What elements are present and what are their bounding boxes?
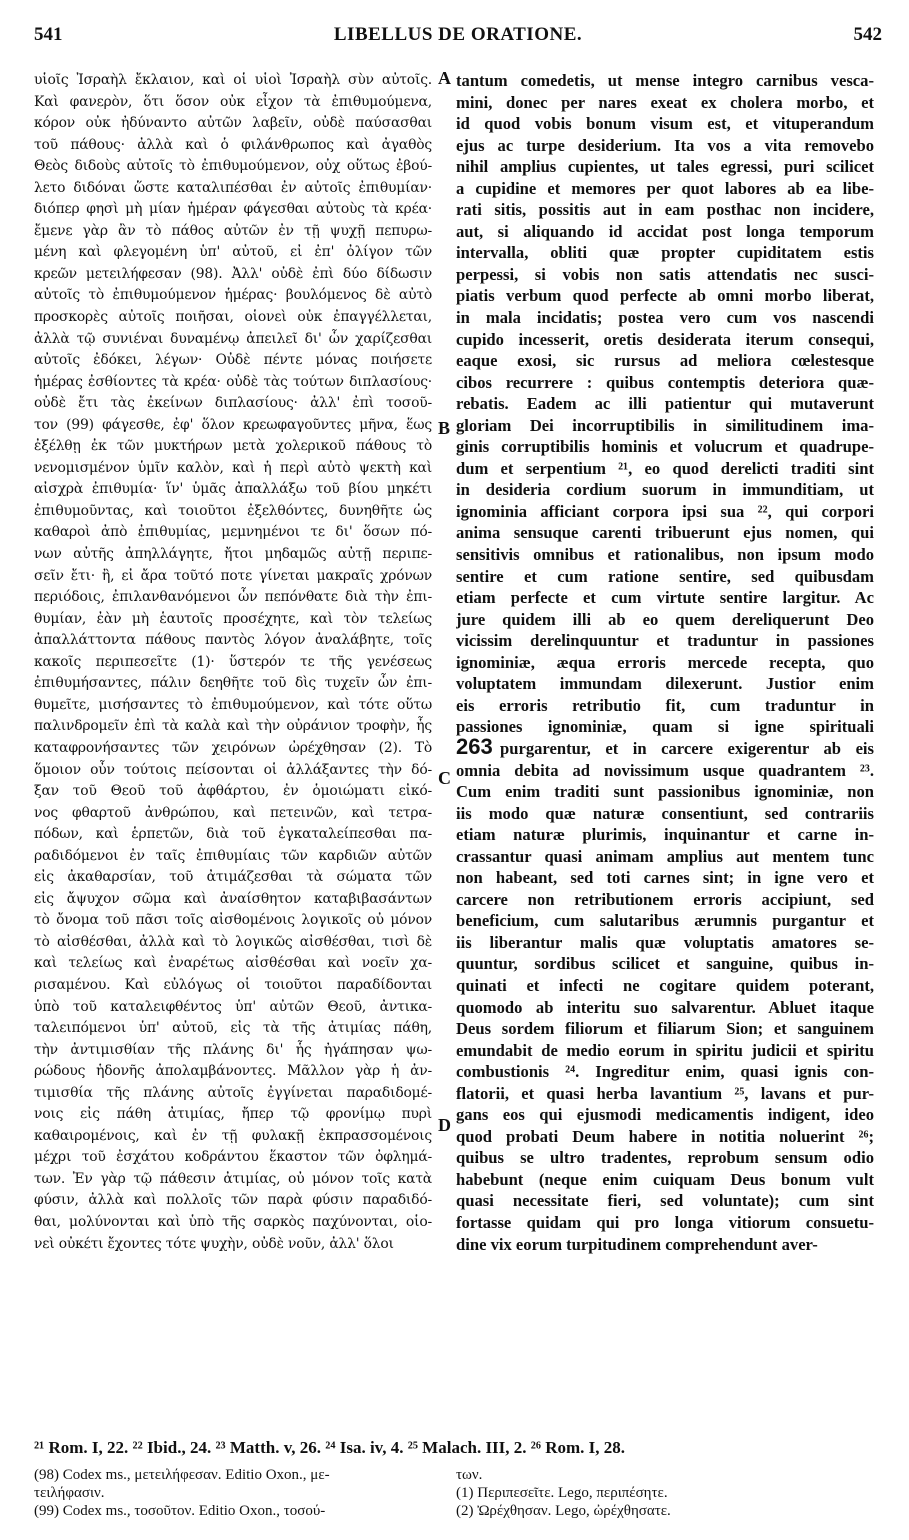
- page-number-right: 542: [853, 24, 882, 45]
- text-line: πόδων, καὶ ἑρπετῶν, διὰ τοῦ ἐγκαταλείπεσθαι πα-: [34, 826, 432, 843]
- text-line: omnia debita ad novissimum usque quadrantem ²³.: [456, 760, 874, 780]
- column-number: 263: [456, 737, 493, 759]
- text-line: τον (99) φάγεσθε, ἐφ' ὅλον κρεωφαγοῦντες μῆνα, ἕως: [34, 416, 432, 433]
- text-line: dum et serpentium ²¹, eo quod derelicti traditi sint: [456, 458, 874, 478]
- text-line: Deus sordem filiorum et filiarum Sion; et sanguinem: [456, 1019, 874, 1039]
- footnotes-left: [34, 1466, 429, 1520]
- text-line: καταφρονήσαντες τῶν χειρόνων ὠρέχθησαν (2). Τὸ: [34, 739, 432, 756]
- text-line: nihil amplius cupientes, ut tales egressi, puri scilicet: [456, 157, 874, 177]
- text-line: ignominiæ, æqua erroris mercede recepta, quo: [456, 652, 874, 672]
- text-line: sentire et cum ratione sentire, sed quibusdam: [456, 566, 874, 586]
- text-line: προσκορὲς αὐτοῖς ποιῆσαι, οἱονεὶ οὐκ ἐπαγγέλλεται,: [34, 309, 432, 326]
- text-line: anima sensuque carenti tribuerunt ejus nomen, qui: [456, 523, 874, 543]
- text-line: καὶ τελείως καὶ ἐναρέτως αἰσθέσθαι καὶ νοεῖν χα-: [34, 955, 432, 972]
- text-line: a cupidine et memores per quot labores ab ea libe-: [456, 178, 874, 198]
- text-line: id quod vobis bonum visum est, et vituperandum: [456, 114, 874, 134]
- text-line: dine vix eorum turpitudinem comprehendunt aver-: [456, 1234, 818, 1254]
- text-line: τὸ αἰσθέσθαι, ἀλλὰ καὶ τὸ λογικῶς αἰσθέσθαι, τισὶ δὲ: [34, 933, 432, 950]
- text-line: aut, si aliquando id accidat post longa temporum: [456, 221, 874, 241]
- text-line: νοις εἰς πάθη ἀτιμίας, ἤπερ τῷ φρονίμῳ πυρὶ: [34, 1106, 432, 1123]
- text-line: quuntur, sordibus scilicet et sanguine, quibus in-: [456, 954, 874, 974]
- section-marker-b: B: [438, 418, 451, 438]
- text-line: θαι, μολύνονται καὶ ὑπὸ τῆς σαρκὸς παχύνονται, οἱο-: [34, 1213, 432, 1230]
- footnote-line: τειλήφασιν.: [34, 1485, 105, 1501]
- text-line: σεῖν ἔτι· ἢ, εἰ ἄρα τοῦτό ποτε γίνεται μακραῖς χρόνων: [34, 567, 432, 584]
- text-line: αὐτοῖς τὸ ἐπιθυμούμενον ἡμέρας· βουλόμενος δὲ αὐτὸ: [34, 287, 432, 304]
- page-header: [34, 24, 882, 50]
- text-line: ὅμοιον οὖν τούτοις πείσονται οἱ ἀλλάξαντες τὴν δό-: [34, 761, 432, 778]
- text-line: ξαν τοῦ Θεοῦ τοῦ ἀφθάρτου, ἐν ὁμοιώματι εἰκό-: [34, 783, 432, 800]
- text-line: νος φθαρτοῦ ἀνθρώπου, καὶ πετεινῶν, καὶ τετρα-: [34, 804, 432, 821]
- text-line: jure quidem illi ab eo quem dereliquerunt Deo: [456, 609, 874, 629]
- text-line: fortasse quidam qui pro longa vitiorum consuetu-: [456, 1212, 874, 1232]
- text-line: ἐπιθυμήσαντες, πάλιν δεηθῆτε τοῦ δὶς τυχεῖν ὧν ἐπι-: [34, 675, 432, 692]
- text-line: purgarentur, et in carcere exigerentur ab eis 263: [456, 737, 874, 759]
- text-line: τὸ ὄνομα τοῦ πᾶσι τοῖς αἰσθομένοις λογικοῖς οὐ μόνον: [34, 912, 432, 929]
- text-line: ignominia afficiant corpora ipsi sua ²², qui corpori: [456, 501, 874, 521]
- text-line: etiam naturæ plurimis, inquinantur et carne in-: [456, 825, 874, 845]
- greek-text-column: [34, 70, 432, 1255]
- text-line: ἔμενε γὰρ ἂν τὸ πάθος αὐτῶν ἐν τῇ ψυχῇ πεπυρω-: [34, 222, 432, 239]
- section-marker-d: D: [438, 1115, 451, 1135]
- text-line: ὑπὸ τοῦ καταλειφθέντος ὑπ' αὐτῶν Θεοῦ, ἀντικα-: [34, 998, 432, 1015]
- footnote-line: (98) Codex ms., μετειλήφεσαν. Editio Oxon., με-: [34, 1467, 330, 1483]
- text-line: υἱοῖς Ἰσραὴλ ἔκλαιον, καὶ οἱ υἱοὶ Ἰσραὴλ σὺν αὐτοῖς.: [34, 72, 432, 88]
- text-line: ἐξέλθῃ ἐκ τῶν μυκτήρων μετὰ χολερικοῦ πάθους τὸ: [34, 438, 432, 455]
- text-line: αὐτοῖς ἐδόκει, λέγων· Οὐδὲ πέντε μόνας ποιήσετε: [34, 352, 432, 369]
- text-line: carcere non retributionem erroris accipiunt, sed: [456, 889, 874, 909]
- text-line: τὴν ἀντιμισθίαν τῆς πλάνης δι' ἧς ἠγάπησαν ψω-: [34, 1041, 432, 1058]
- text-line: ἡμέρας ἐσθίοντες τὰ κρέα· οὐδὲ τὰς τούτων διπλασίους·: [34, 373, 432, 390]
- text-line: eis erroris retributio fit, cum traduntur in: [456, 695, 874, 715]
- text-line: intervalla, obliti quæ propter cupiditatem estis: [456, 243, 874, 263]
- text-line: ἀλλὰ τῷ συνιέναι δυναμένῳ ἀπειλεῖ δι' ὧν χαρίζεσθαι: [34, 330, 432, 347]
- text-line: passiones ignominiæ, quam si igne spirituali: [456, 717, 874, 737]
- text-line: ἀπαλλάττοντα πάθους παντὸς λόγον ἀναλάβητε, τοῖς: [34, 632, 432, 649]
- text-line: tantum comedetis, ut mense integro carnibus vesca-: [456, 71, 874, 90]
- text-line: piatis verbum quod perfecte ab omni morbo liberat,: [456, 286, 874, 306]
- text-line: ραδιδόμενοι ἐν ταῖς ἐπιθυμίαις τῶν καρδιῶν αὐτῶν: [34, 847, 432, 864]
- text-line: cupido incesserit, oretis desiderata iterum consequi,: [456, 329, 874, 349]
- text-line: θυμίαν, ἐὰν μὴ ἑαυτοῖς προσέχητε, καὶ τὸν τελείως: [34, 610, 432, 627]
- text-line: ἐπιθυμοῦντας, καὶ τοιοῦτοι ἐξελθόντες, δυνηθῆτε ὡς: [34, 502, 432, 519]
- text-line: καθαροὶ ἀπὸ ἐπιθυμίας, μεμνημένοι τε δι' ὅσων πό-: [34, 524, 432, 541]
- text-line: ρισαμένου. Καὶ εὐλόγως οἱ τοιοῦτοι παραδίδονται: [34, 976, 432, 993]
- text-line: cibos recurrere : quibus contemptis deteriora quæ-: [456, 372, 874, 392]
- text-line: διόπερ φησὶ μὴ μίαν ἡμέραν φάγεσθαι αὐτοὺς τὰ κρέα·: [34, 201, 432, 218]
- text-line: eaque exosi, sic rursus ad meliora cœlestesque: [456, 351, 874, 371]
- text-line: ταλειπόμενοι ὑπ' αὐτοῦ, εἰς τὰ τῆς ἀτιμίας πάθη,: [34, 1020, 432, 1037]
- footnote-line: (99) Codex ms., τοσοῦτον. Editio Oxon., τοσού-: [34, 1503, 326, 1519]
- text-line: non habeant, sed toti carnes sint; in igne vero et: [456, 868, 874, 888]
- text-line: νεὶ οὐκέτι ἔχοντες τότε ψυχὴν, οὐδὲ νοῦν, ἀλλ' ὅλοι: [34, 1235, 394, 1252]
- text-line: habebunt (neque enim cuiquam Deus bonum vult: [456, 1169, 874, 1189]
- text-line: Cum enim traditi sunt passionibus ignominiæ, non: [456, 782, 874, 802]
- text-line: ρώδους ἡδονῆς ἀπολαμβάνοντες. Μᾶλλον γὰρ ἡ ἀν-: [34, 1063, 432, 1080]
- text-line: flatorii, et quasi herba lavantium ²⁵, lavans et pur-: [456, 1083, 874, 1103]
- text-line: emundabit de medio eorum in spiritu judicii et spiritu: [456, 1040, 874, 1060]
- text-line: rebatis. Eadem ac illi patientur qui mutaverunt: [456, 394, 874, 414]
- text-line: περιόδοις, ἐπιλανθανόμενοι ὧν πεπόνθατε διὰ τὴν ἐπι-: [34, 589, 432, 606]
- section-marker-a: A: [438, 68, 451, 88]
- text-line: μέχρι τοῦ ἐσχάτου κοδράντου ἕκαστον τῶν ὀφλημά-: [34, 1149, 432, 1166]
- text-line: οὐδὲ ἔτι τὰς ἐκείνων διπλασίους· ἀλλ' ἐπὶ τοσοῦ-: [34, 395, 432, 412]
- text-line: quod probati Deum habere in notitia noluerint ²⁶;: [456, 1126, 874, 1146]
- text-line: vicissim derelinquuntur et traduntur in passiones: [456, 631, 874, 651]
- text-line: iis liberantur malis quæ voluptatis amatores se-: [456, 932, 874, 952]
- footnote-line: (1) Περιπεσεῖτε. Lego, περιπέσητε.: [456, 1485, 668, 1501]
- text-line: τοῦ πάθους· ἀλλὰ καὶ ὁ φιλάνθρωπος καὶ ἀγαθὸς: [34, 136, 432, 153]
- text-line: quasi necessitate fieri, sed voluntate); cum sint: [456, 1191, 874, 1211]
- section-marker-c: C: [438, 768, 451, 788]
- text-line: λετο διδόναι ὥστε καταλιπέσθαι ἐν αὐτοῖς ἐπιθυμίαν·: [34, 179, 432, 196]
- text-line: Καὶ φανερὸν, ὅτι ὅσον οὐκ εἶχον τὰ ἐπιθυμούμενα,: [34, 93, 432, 110]
- text-line: combustionis ²⁴. Ingreditur enim, quasi ignis con-: [456, 1062, 874, 1082]
- text-line: beneficium, cum salutaribus ærumnis purgantur et: [456, 911, 874, 931]
- text-line: μένη καὶ φλεγομένη ὑπ' αὐτοῦ, εἰ ἐπ' ὀλίγον τῶν: [34, 244, 432, 261]
- text-line: κόρον οὐκ ἠδύναντο αὐτῶν λαβεῖν, οὐδὲ παύσασθαι: [34, 115, 432, 132]
- latin-text-column: [456, 70, 874, 1255]
- text-line: ginis corruptibilis hominis et volucrum et quadrupe-: [456, 437, 874, 457]
- text-line: quinati et infecti ne cogitare quidem poterant,: [456, 975, 874, 995]
- text-line: θυμεῖτε, μισήσαντες τὸ ἐπιθυμούμενον, καὶ τότε οὕτω: [34, 696, 432, 713]
- text-line: sensitivis omnibus et rationalibus, non ipsum modo: [456, 545, 874, 565]
- text-line: καθαιρομένοις, καὶ ἐν τῇ φυλακῇ ἐκπρασσομένοις: [34, 1127, 432, 1144]
- text-line: etiam perfecte et cum virtute sentire largitur. Ac: [456, 588, 874, 608]
- text-line: τιμισθία τῆς πλάνης αὐτοῖς ἐγγίνεται παραδιδομέ-: [34, 1084, 432, 1101]
- text-line: νων αὐτῆς ἀπηλλάγητε, ἤτοι μηδαμῶς αὐτῇ περιπε-: [34, 546, 432, 563]
- text-line: εἰς ἄψυχον σῶμα καὶ ἀναίσθητον καταβιβασάντων: [34, 890, 432, 907]
- text-line: Θεὸς διδοὺς αὐτοῖς τὸ ἐπιθυμούμενον, οὐχ οὕτως ἐβού-: [34, 158, 432, 175]
- text-line: αἰσχρὰ ἐπιθυμία· ἵν' ὑμᾶς ἀπαλλάξω τοῦ βίου μηκέτι: [34, 481, 432, 498]
- text-line: φύσιν, ἀλλὰ καὶ πολλοῖς τῶν παρὰ φύσιν παραδιδό-: [34, 1192, 432, 1209]
- text-line: iis modo quæ naturæ consentiunt, sed contrariis: [456, 803, 874, 823]
- text-line: perpessi, si vobis non satis attendatis nec susci-: [456, 264, 874, 284]
- text-line: νενομισμένον ὑμῖν καλὸν, καὶ ἡ περὶ αὐτὸ ψεκτὴ καὶ: [34, 459, 432, 476]
- text-line: gloriam Dei incorruptibilis in similitudinem ima-: [456, 415, 874, 435]
- text-line: των. Ἐν γὰρ τῷ πάθεσιν ἀτιμίας, οὐ μόνον τοῖς κατὰ: [34, 1170, 432, 1187]
- text-line: ejus ac turpe desiderium. Ita vos a vita removebo: [456, 135, 874, 155]
- text-line: mini, donec per nares exeat ex cholera morbo, et: [456, 92, 874, 112]
- text-line: gans eos qui ejusmodi medicamentis indigent, ideo: [456, 1105, 874, 1125]
- text-line: in mala incidatis; postea vero cum vos nascendi: [456, 308, 874, 328]
- text-line: voluptatem immundam dilexerunt. Justior enim: [456, 674, 874, 694]
- scripture-references: ²¹ Rom. I, 22. ²² Ibid., 24. ²³ Matth. v, 26. ²⁴ Isa. iv, 4. ²⁵ Malach. III, 2. ²⁶ Rom. I, 28.: [34, 1438, 626, 1457]
- text-line: παλινδρομεῖν ἐπὶ τὰ καλὰ καὶ τὴν οὐράνιον τροφὴν, ἧς: [34, 718, 432, 735]
- footnote-line: των.: [456, 1467, 483, 1483]
- running-title: LIBELLUS DE ORATIONE.: [333, 24, 583, 45]
- text-line: κρεῶν μετειλήφεσαν (98). Ἀλλ' οὐδὲ ἐπὶ δύο δίδωσιν: [34, 265, 432, 282]
- text-line: εἰς ἀκαθαρσίαν, τοῦ ἀτιμάζεσθαι τὰ σώματα τῶν: [34, 869, 432, 886]
- footnotes-right: [456, 1466, 874, 1520]
- text-line: crassantur quasi animam amplius aut mentem tunc: [456, 846, 874, 866]
- text-line: in desideria cordium suorum in immunditiam, ut: [456, 480, 874, 500]
- page-number-left: 541: [34, 24, 63, 45]
- text-line: quomodo ab interitu suo salvarentur. Abluet itaque: [456, 997, 874, 1017]
- text-line: rati sitis, possitis aut in eam posthac non incidere,: [456, 200, 874, 220]
- text-line: κακοῖς περιπεσεῖτε (1)· ὕστερόν τε τῆς γενέσεως: [34, 653, 432, 670]
- text-line: quibus se ultro tradentes, reprobum sensum odio: [456, 1148, 874, 1168]
- footnote-line: (2) Ὠρέχθησαν. Lego, ὠρέχθησατε.: [456, 1503, 671, 1519]
